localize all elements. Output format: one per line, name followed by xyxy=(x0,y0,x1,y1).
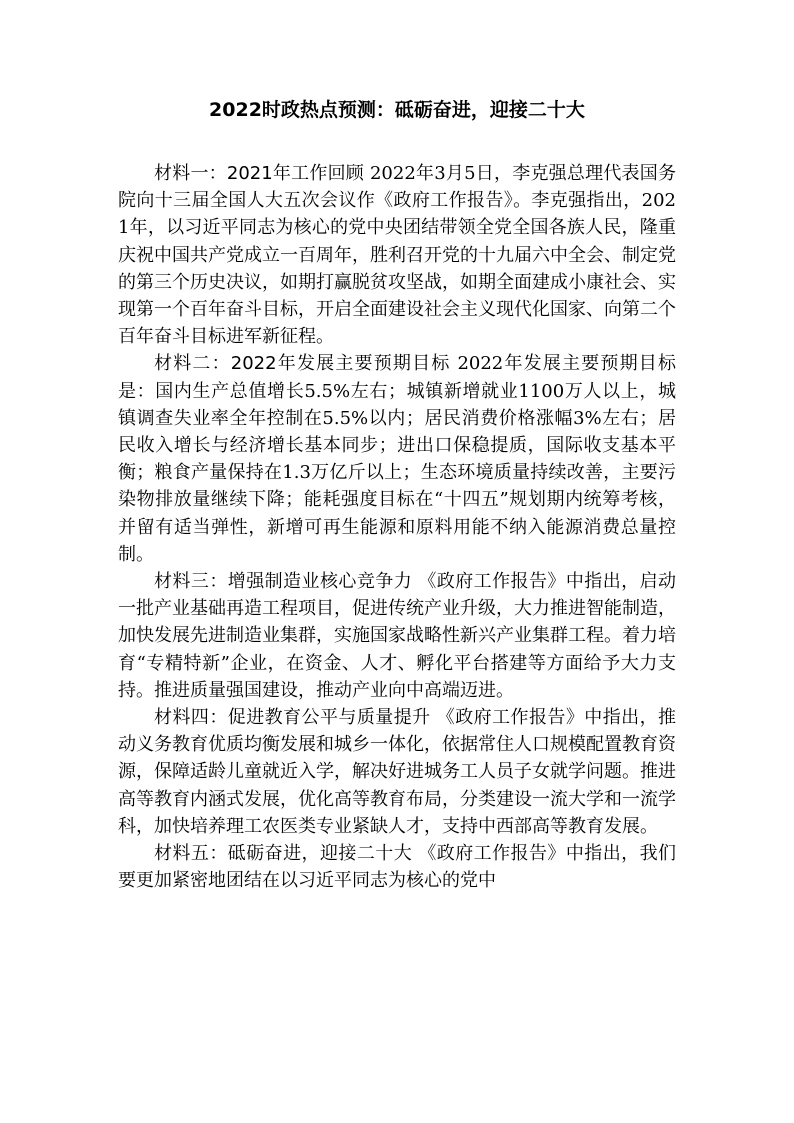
material-2-text: 2022年发展主要预期目标是：国内生产总值增长5.5%左右；城镇新增就业1100万人以上，城镇调查失业率全年控制在5.5%以内；居民消费价格涨幅3%左右；居民收入增长与经济增长基本同步；进出口保稳提质，国际收支基本平衡；粮食产量保持在1.3万亿斤以上；生态环境质量持续改善，主要污染物排放量继续下降；能耗强度目标在“十四五”规划期内统筹考核，并留有适当弹性，新增可再生能源和原料用能不纳入能源消费总量控制。 xyxy=(118,353,676,565)
material-3-label: 材料三：增强制造业核心竞争力 xyxy=(154,571,413,593)
material-2-label: 材料二：2022年发展主要预期目标 xyxy=(154,353,451,375)
material-1-text: 2022年3月5日，李克强总理代表国务院向十三届全国人大五次会议作《政府工作报告》。李克强指出，2021年，以习近平同志为核心的党中央团结带领全党全国各族人民，隆重庆祝中国共产党成立一百周年，胜利召开党的十九届六中全会、制定党的第三个历史决议，如期打赢脱贫攻坚战，如期全面建成小康社会、实现第一个百年奋斗目标，开启全面建设社会主义现代化国家、向第二个百年奋斗目标进军新征程。 xyxy=(118,163,676,348)
material-5-label: 材料五：砥砺奋进，迎接二十大 xyxy=(154,843,413,865)
material-2-paragraph xyxy=(118,350,676,568)
document-title: 2022时政热点预测：砥砺奋进，迎接二十大 xyxy=(209,99,585,121)
material-3-paragraph xyxy=(118,568,676,704)
material-1-paragraph xyxy=(118,160,676,350)
material-4-paragraph xyxy=(118,704,676,840)
material-3-text: 《政府工作报告》中指出，启动一批产业基础再造工程项目，促进传统产业升级，大力推进智能制造，加快发展先进制造业集群，实施国家战略性新兴产业集群工程。着力培育“专精特新”企业，在资金、人才、孵化平台搭建等方面给予大力支持。推进质量强国建设，推动产业向中高端迈进。 xyxy=(118,571,677,701)
material-1-label: 材料一：2021年工作回顾 xyxy=(154,163,365,184)
document-body xyxy=(118,160,676,894)
material-4-label: 材料四：促进教育公平与质量提升 xyxy=(154,707,431,729)
material-5-paragraph xyxy=(118,840,676,894)
material-4-text: 《政府工作报告》中指出，推动义务教育优质均衡发展和城乡一体化，依据常住人口规模配置教育资源，保障适龄儿童就近入学，解决好进城务工人员子女就学问题。推进高等教育内涵式发展，优化高等教育布局，分类建设一流大学和一流学科，加快培养理工农医类专业紧缺人才，支持中西部高等教育发展。 xyxy=(118,707,677,837)
material-5-text: 《政府工作报告》中指出，我们要更加紧密地团结在以习近平同志为核心的党中 xyxy=(118,843,677,892)
